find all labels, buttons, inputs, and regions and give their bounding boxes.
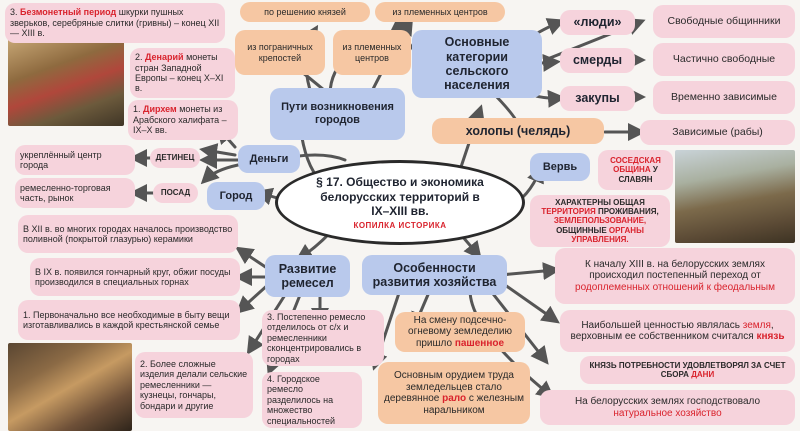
crafts-item-separation: 3. Постепенно ремесло отделилось от с/х и ремесленники сконцентрировались в городах [262,310,384,366]
economy-natural: На белорусских землях господствовало натуральное хозяйство [540,390,795,425]
city-way-tribal-1: из племенных центров [375,2,505,22]
money-item-2: 2. Денарий монеты стран Западной Европы – конец X–XI в. [130,48,235,98]
posad-node: ПОСАД [153,183,198,203]
economy-land: Наибольшей ценностью являлась земля, верховным ее собственником считался князь [560,310,795,352]
status-slaves: Зависимые (рабы) [640,120,795,145]
status-temporary: Временно зависимые [653,81,795,114]
economy-plowing: На смену подсечно-огневому земледелию пришло пашенное [395,312,525,352]
city-ways-node: Пути возникновения городов [270,88,405,140]
crafts-item-rural: 2. Более сложные изделия делали сельские ремесленники — кузнецы, гончары, бондари и другие [135,352,253,418]
money-item-3: 3. Безмонетный период шкурки пушных зверьков, серебряные слитки (гривны) – конец XII — XIII в. [5,3,225,43]
city-way-fortress: из пограничных крепостей [235,30,325,75]
money-term: Денарий [145,52,184,63]
crafts-node: Развитие ремесел [265,255,350,297]
posad-desc: ремесленно-торговая часть, рынок [15,178,135,208]
crafts-item-specialties: 4. Городское ремесло разделилось на множество специальностей [262,372,362,428]
status-free: Свободные общинники [653,5,795,38]
economy-transition: К началу XIII в. на белорусских землях происходил постепенный переход от родоплеменных отношений к феодальным [555,248,795,304]
economy-node: Особенности развития хозяйства [362,255,507,295]
population-node: Основные категории сельского населения [412,30,542,98]
money-node: Деньги [238,145,300,173]
verv-description: ХАРАКТЕРНЫ ОБЩАЯ ТЕРРИТОРИЯ ПРОЖИВАНИЯ, ЗЕМЛЕПОЛЬЗОВАНИЕ, ОБЩИННЫЕ ОРГАНЫ УПРАВЛЕНИЯ. [530,195,670,247]
city-way-princes: по решению князей [240,2,370,22]
category-smerdy: смерды [560,48,635,73]
verv-node: Вервь [530,153,590,181]
brand-label: КОПИЛКА ИСТОРИКА [353,220,447,230]
crafts-item-wheel: В IX в. появился гончарный круг, обжиг посуды производился в специальных горнах [30,258,240,296]
city-way-tribal-2: из племенных центров [333,30,411,75]
center-topic [275,160,525,245]
village-painting-image [675,150,795,243]
economy-tool: Основным орудием труда земледельцев стало деревянное рало с железным наральником [378,362,530,424]
money-item-1: 1. Дирхем монеты из Арабского халифата – IX–X вв. [128,100,238,140]
crafts-item-family: 1. Первоначально все необходимые в быту вещи изготавливались в каждой крестьянской семье [18,300,240,340]
economy-tribute: КНЯЗЬ ПОТРЕБНОСТИ УДОВЛЕТВОРЯЛ ЗА СЧЕТ СБОРА ДАНИ [580,356,795,384]
neighbor-community: СОСЕДСКАЯ ОБЩИНА У СЛАВЯН [598,150,673,190]
city-node: Город [207,182,265,210]
market-painting-image [8,37,124,126]
craftsmen-painting-image [8,343,132,431]
detinets-desc: укреплённый центр города [15,145,135,175]
status-partly-free: Частично свободные [653,43,795,76]
crafts-item-ceramics: В XII в. во многих городах началось производство поливной (покрытой глазурью) керамики [18,215,238,253]
money-term: Безмонетный период [20,7,117,18]
category-people: «люди» [560,10,635,35]
detinets-node: ДЕТИНЕЦ [150,148,200,168]
category-holopy: холопы (челядь) [432,118,604,144]
money-term: Дирхем [143,104,177,115]
center-title: § 17. Общество и экономика белорусских территорий в IX–XIII вв. [316,175,484,219]
category-zakupy: закупы [560,86,635,111]
